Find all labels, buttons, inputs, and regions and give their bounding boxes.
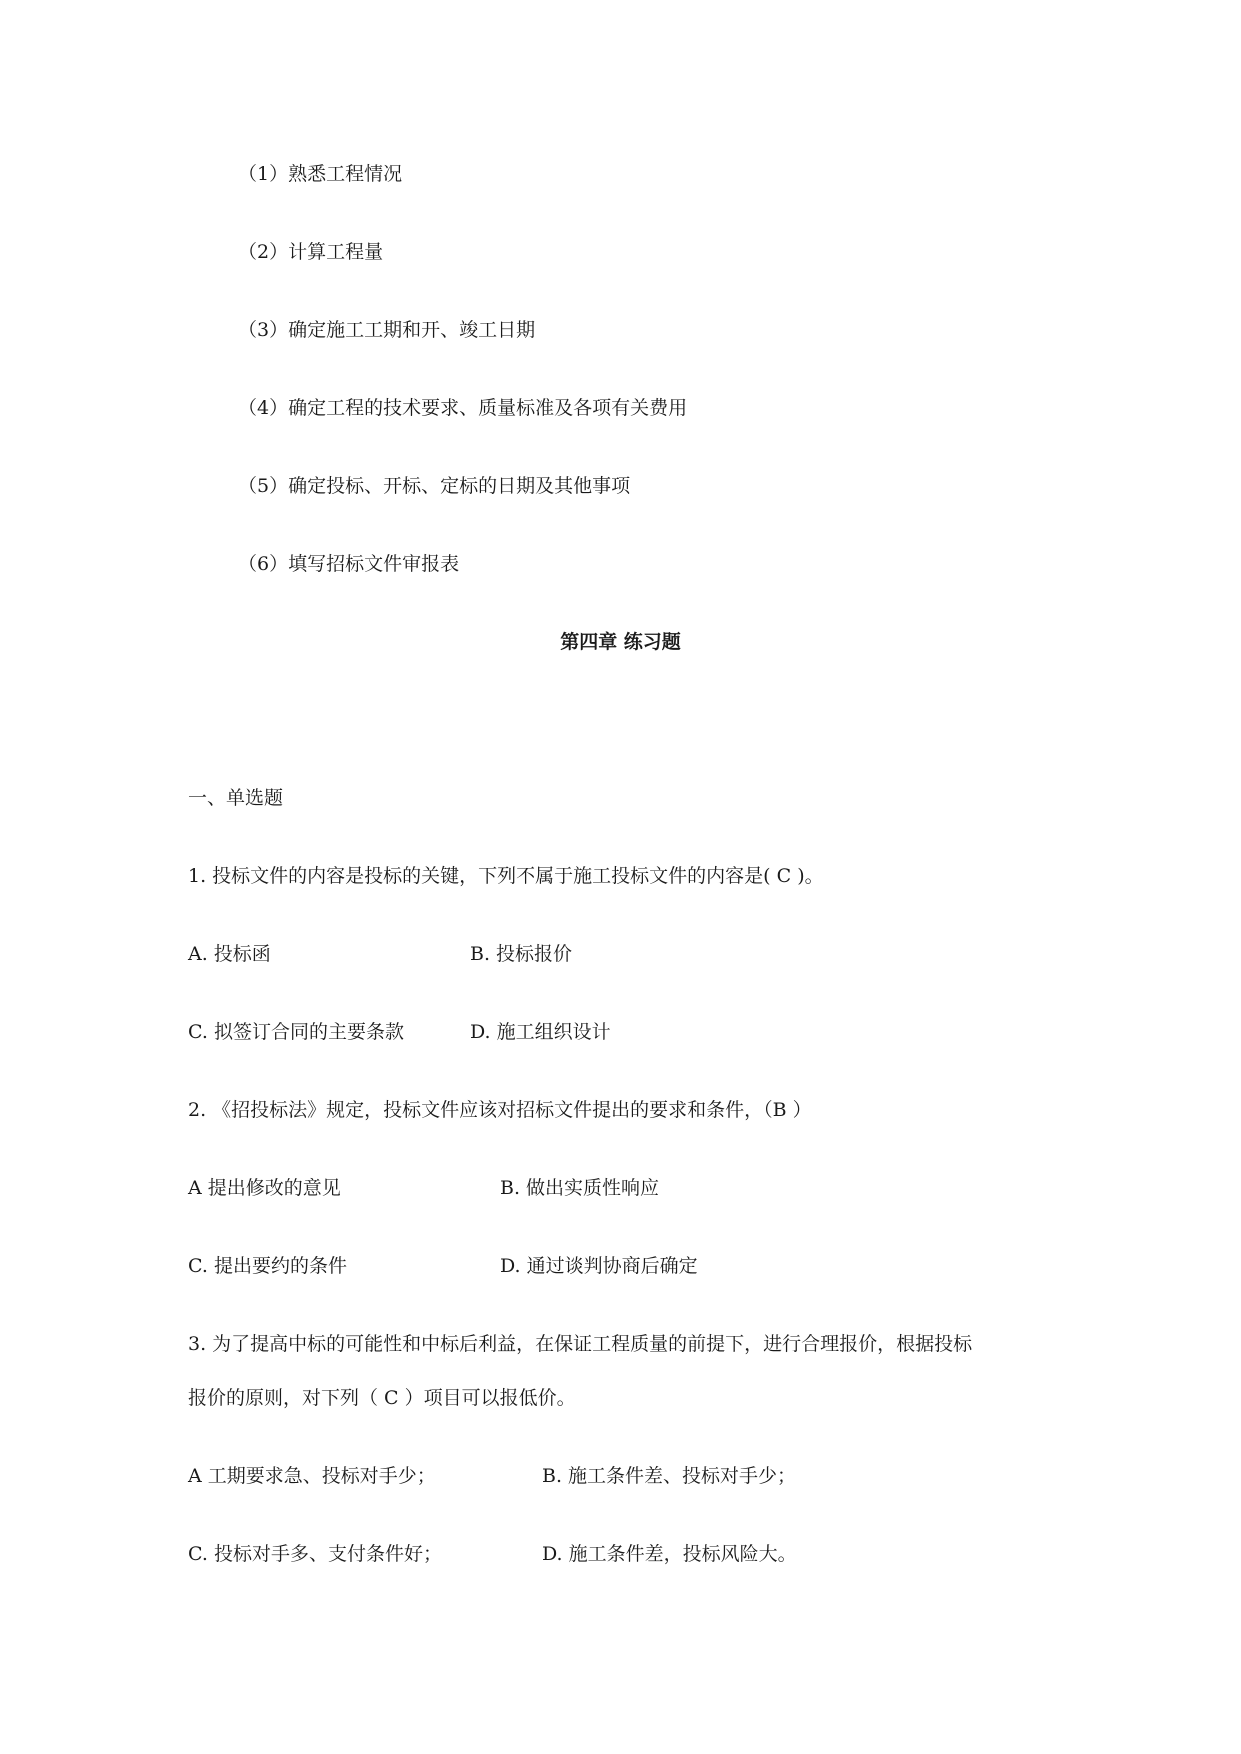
question-1-option-d: D. 施工组织设计 <box>470 1021 611 1043</box>
question-3-option-d: D. 施工条件差，投标风险大。 <box>542 1543 797 1565</box>
question-2-option-b: B. 做出实质性响应 <box>500 1177 660 1199</box>
question-3-option-a: A 工期要求急、投标对手少； <box>188 1465 436 1487</box>
question-3-stem-line-2: 报价的原则，对下列（ C ）项目可以报低价。 <box>188 1387 576 1409</box>
step-5: （5）确定投标、开标、定标的日期及其他事项 <box>238 475 631 497</box>
step-1: （1）熟悉工程情况 <box>238 163 403 185</box>
step-4: （4）确定工程的技术要求、质量标准及各项有关费用 <box>238 397 688 419</box>
question-1-option-a: A. 投标函 <box>188 943 271 965</box>
question-2-option-c: C. 提出要约的条件 <box>188 1255 347 1277</box>
question-3-stem-line-1: 3. 为了提高中标的可能性和中标后利益，在保证工程质量的前提下，进行合理报价，根据投标 <box>188 1333 973 1355</box>
question-3-option-c: C. 投标对手多、支付条件好； <box>188 1543 442 1565</box>
step-2: （2）计算工程量 <box>238 241 384 263</box>
question-2-option-a: A 提出修改的意见 <box>188 1177 341 1199</box>
question-2-option-d: D. 通过谈判协商后确定 <box>500 1255 698 1277</box>
question-1-option-c: C. 拟签订合同的主要条款 <box>188 1021 404 1043</box>
step-3: （3）确定施工工期和开、竣工日期 <box>238 319 536 341</box>
step-6: （6）填写招标文件审报表 <box>238 553 460 575</box>
section-title: 一、单选题 <box>188 787 284 809</box>
chapter-title: 第四章 练习题 <box>560 631 681 653</box>
question-1-option-b: B. 投标报价 <box>470 943 573 965</box>
question-1-stem: 1. 投标文件的内容是投标的关键，下列不属于施工投标文件的内容是( C )。 <box>188 865 824 887</box>
question-3-option-b: B. 施工条件差、投标对手少； <box>542 1465 797 1487</box>
question-2-stem: 2. 《招投标法》规定，投标文件应该对招标文件提出的要求和条件，（B ） <box>188 1099 812 1121</box>
